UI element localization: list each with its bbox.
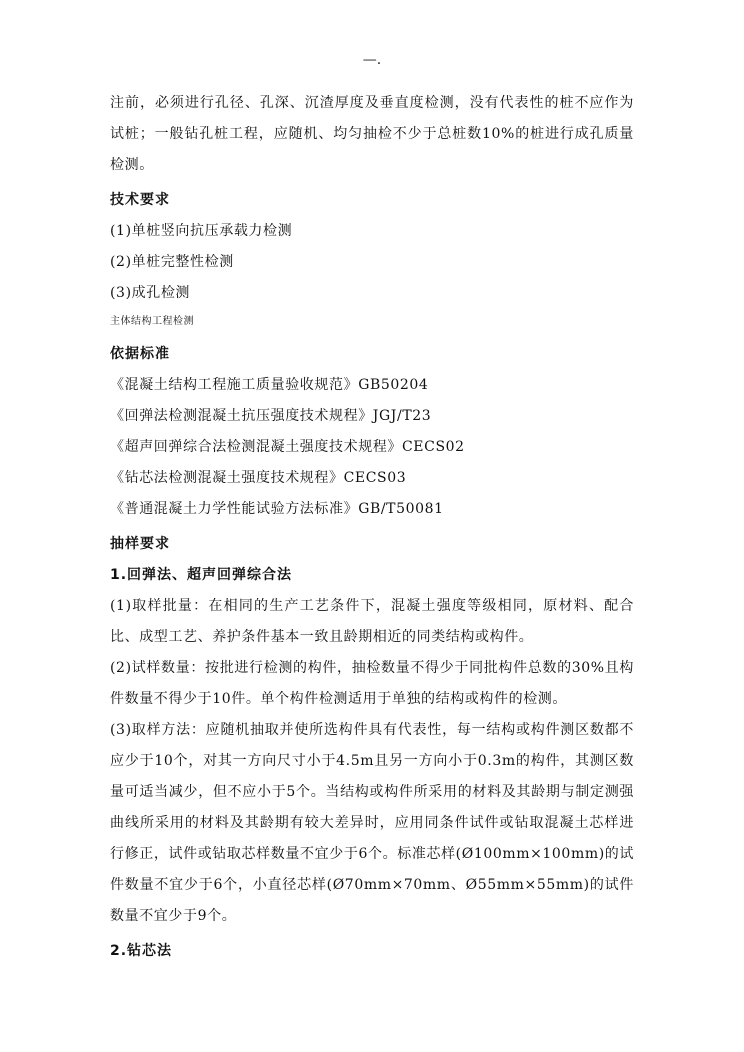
sampling-heading: 抽样要求 [110, 536, 170, 552]
sampling-section2-heading: 2.钻芯法 [110, 943, 173, 959]
standard-item: 《钻芯法检测混凝土强度技术规程》CECS03 [110, 470, 407, 486]
sampling-paragraph: (2)试样数量：按批进行检测的构件，抽检数量不得少于同批构件总数的30%且构件数量不得少于10件。单个构件检测适用于单独的结构或构件的检测。 [110, 660, 634, 707]
standards-heading: 依据标准 [110, 346, 170, 362]
sampling-paragraph: (1)取样批量：在相同的生产工艺条件下，混凝土强度等级相同，原材料、配合比、成型工艺、养护条件基本一致且龄期相近的同类结构或构件。 [110, 598, 634, 645]
tech-requirement-item: (3)成孔检测 [110, 285, 191, 301]
tech-requirement-item: (2)单桩完整性检测 [110, 254, 234, 270]
standard-item: 《回弹法检测混凝土抗压强度技术规程》JGJ/T23 [110, 408, 432, 424]
tech-requirement-item: (1)单桩竖向抗压承载力检测 [110, 223, 293, 239]
page-header-mark: —. [362, 52, 382, 68]
main-structure-title: 主体结构工程检测 [110, 316, 194, 327]
standard-item: 《普通混凝土力学性能试验方法标准》GB/T50081 [110, 501, 444, 517]
sampling-section1-heading: 1.回弹法、超声回弹综合法 [110, 567, 293, 583]
standard-item: 《混凝土结构工程施工质量验收规范》GB50204 [110, 377, 429, 393]
intro-paragraph: 注前，必须进行孔径、孔深、沉渣厚度及垂直度检测，没有代表性的桩不应作为试桩；一般钻孔桩工程，应随机、均匀抽检不少于总桩数10%的桩进行成孔质量检测。 [110, 95, 634, 173]
tech-requirements-heading: 技术要求 [110, 192, 170, 208]
standard-item: 《超声回弹综合法检测混凝土强度技术规程》CECS02 [110, 439, 465, 455]
document-body [110, 88, 634, 967]
sampling-paragraph: (3)取样方法：应随机抽取并使所选构件具有代表性，每一结构或构件测区数都不应少于10个，对其一方向尺寸小于4.5m且另一方向小于0.3m的构件，其测区数量可适当减少，但不应小于5个。当结构或构件所采用的材料及其龄期与制定测强曲线所采用的材料及其龄期有较大差异时，应用同条件试件或钻取混凝土芯样进行修正，试件或钻取芯样数量不宜少于6个。标准芯样(Ø100mm×100mm)的试件数量不宜少于6个，小直径芯样(Ø70mm×70mm、Ø55mm×55mm)的试件数量不宜少于9个。 [110, 722, 634, 924]
